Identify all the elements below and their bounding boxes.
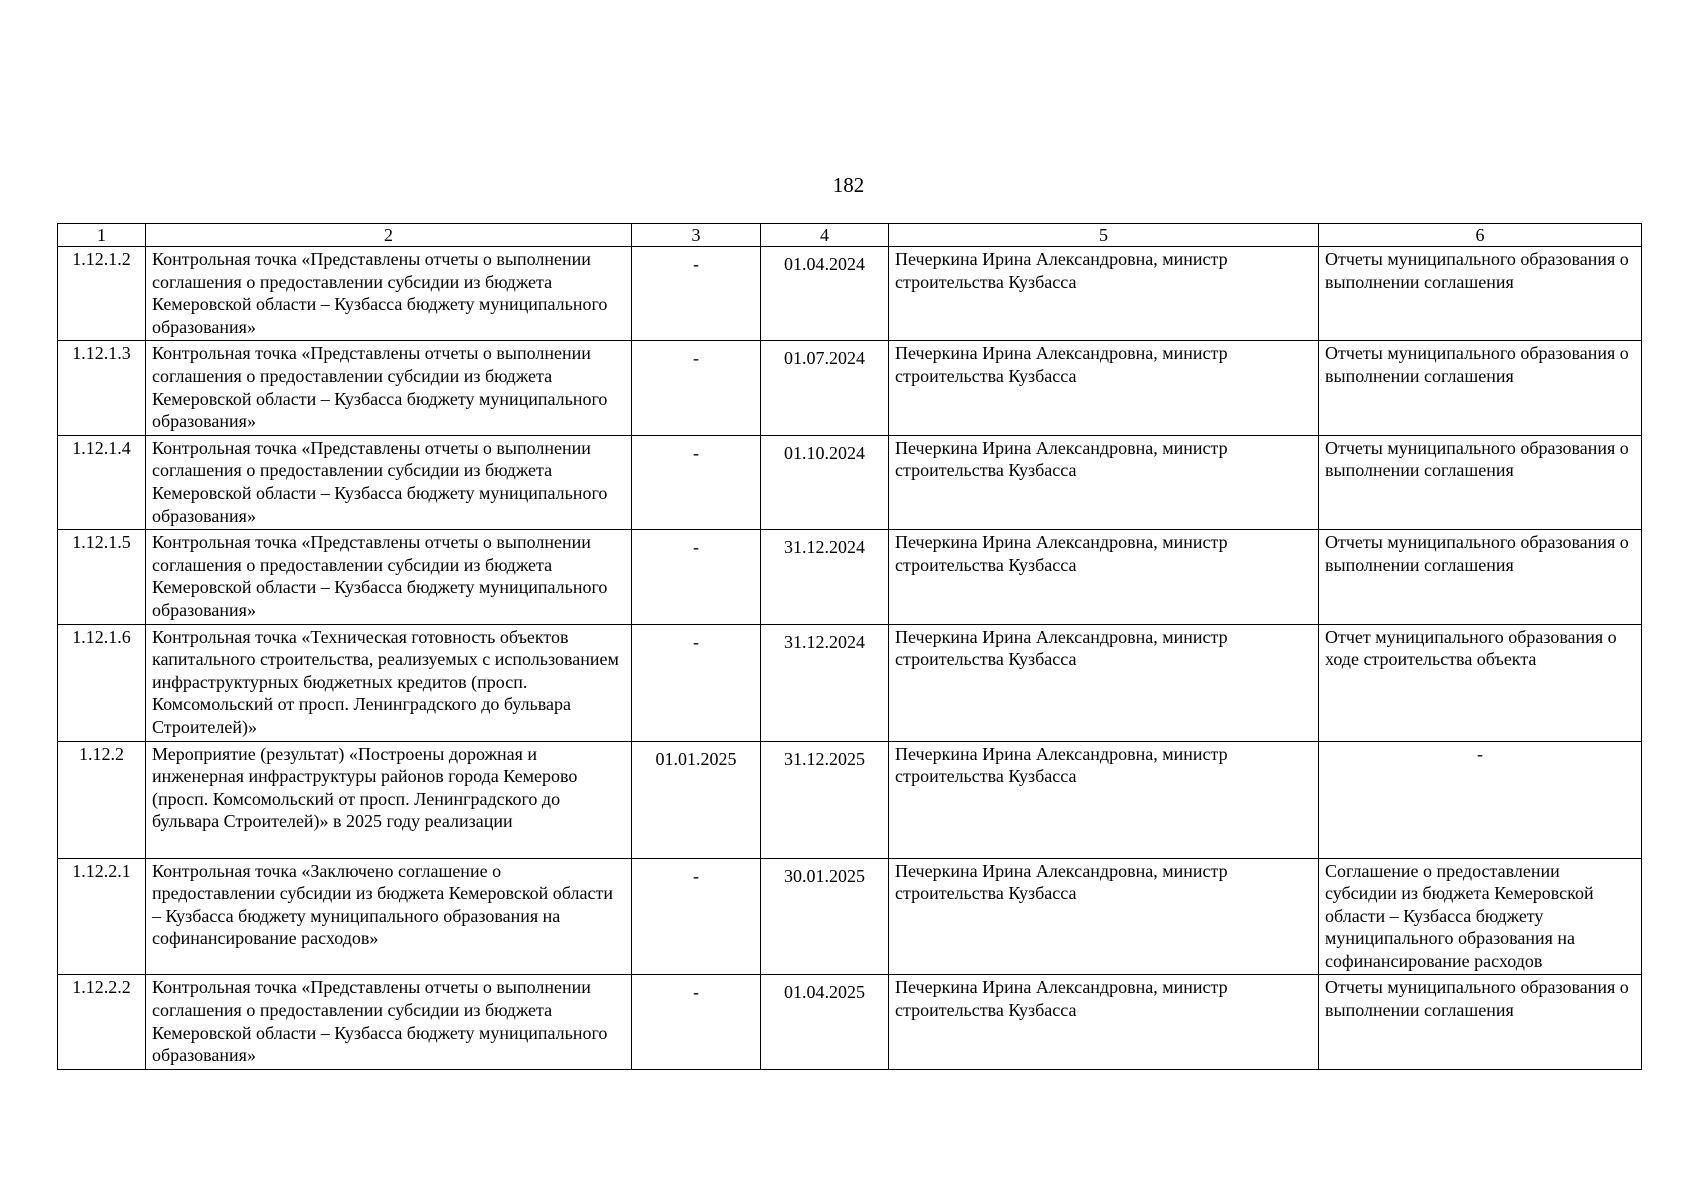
row-start-date: - <box>632 858 761 975</box>
row-number: 1.12.1.2 <box>58 247 146 341</box>
table-row <box>58 741 1642 858</box>
header-cell: 5 <box>889 224 1319 247</box>
table-row <box>58 624 1642 741</box>
table-row <box>58 858 1642 975</box>
row-end-date: 01.04.2024 <box>761 247 889 341</box>
row-result: Отчет муниципального образования о ходе строительства объекта <box>1319 624 1642 741</box>
row-result: - <box>1319 741 1642 858</box>
row-start-date: - <box>632 975 761 1069</box>
row-name: Контрольная точка «Представлены отчеты о выполнении соглашения о предоставлении субсидии из бюджета Кемеровской области – Кузбасса бюджету муниципального образования» <box>146 247 632 341</box>
row-result: Отчеты муниципального образования о выполнении соглашения <box>1319 530 1642 624</box>
table-row <box>58 530 1642 624</box>
row-result: Отчеты муниципального образования о выполнении соглашения <box>1319 975 1642 1069</box>
row-number: 1.12.2.1 <box>58 858 146 975</box>
row-responsible: Печеркина Ирина Александровна, министр строительства Кузбасса <box>889 741 1319 858</box>
row-number: 1.12.2.2 <box>58 975 146 1069</box>
table-row <box>58 435 1642 529</box>
row-start-date: - <box>632 530 761 624</box>
row-start-date: - <box>632 341 761 435</box>
row-end-date: 01.04.2025 <box>761 975 889 1069</box>
row-end-date: 31.12.2024 <box>761 530 889 624</box>
row-name: Контрольная точка «Представлены отчеты о выполнении соглашения о предоставлении субсидии из бюджета Кемеровской области – Кузбасса бюджету муниципального образования» <box>146 341 632 435</box>
row-name: Контрольная точка «Представлены отчеты о выполнении соглашения о предоставлении субсидии из бюджета Кемеровской области – Кузбасса бюджету муниципального образования» <box>146 435 632 529</box>
row-number: 1.12.1.6 <box>58 624 146 741</box>
row-responsible: Печеркина Ирина Александровна, министр строительства Кузбасса <box>889 341 1319 435</box>
row-end-date: 01.07.2024 <box>761 341 889 435</box>
row-start-date: 01.01.2025 <box>632 741 761 858</box>
row-result: Отчеты муниципального образования о выполнении соглашения <box>1319 341 1642 435</box>
table-row <box>58 341 1642 435</box>
row-name: Контрольная точка «Заключено соглашение о предоставлении субсидии из бюджета Кемеровской области – Кузбасса бюджету муниципального образования на софинансирование расходов» <box>146 858 632 975</box>
row-number: 1.12.2 <box>58 741 146 858</box>
header-cell: 3 <box>632 224 761 247</box>
row-result: Отчеты муниципального образования о выполнении соглашения <box>1319 435 1642 529</box>
row-number: 1.12.1.5 <box>58 530 146 624</box>
header-cell: 6 <box>1319 224 1642 247</box>
row-name: Контрольная точка «Представлены отчеты о выполнении соглашения о предоставлении субсидии из бюджета Кемеровской области – Кузбасса бюджету муниципального образования» <box>146 975 632 1069</box>
table-row <box>58 975 1642 1069</box>
header-cell: 1 <box>58 224 146 247</box>
row-name: Контрольная точка «Техническая готовность объектов капитального строительства, реализуемых с использованием инфраструктурных бюджетных кредитов (просп. Комсомольский от просп. Ленинградского до бульвара Строителей)» <box>146 624 632 741</box>
row-name: Мероприятие (результат) «Построены дорожная и инженерная инфраструктуры районов города Кемерово (просп. Комсомольский от просп. Ленинградского до бульвара Строителей)» в 2025 году реализации <box>146 741 632 858</box>
row-number: 1.12.1.3 <box>58 341 146 435</box>
row-end-date: 31.12.2024 <box>761 624 889 741</box>
header-cell: 4 <box>761 224 889 247</box>
row-responsible: Печеркина Ирина Александровна, министр строительства Кузбасса <box>889 530 1319 624</box>
row-end-date: 01.10.2024 <box>761 435 889 529</box>
row-result: Отчеты муниципального образования о выполнении соглашения <box>1319 247 1642 341</box>
row-responsible: Печеркина Ирина Александровна, министр строительства Кузбасса <box>889 858 1319 975</box>
row-result: Соглашение о предоставлении субсидии из бюджета Кемеровской области – Кузбасса бюджету муниципального образования на софинансирование расходов <box>1319 858 1642 975</box>
row-end-date: 30.01.2025 <box>761 858 889 975</box>
row-responsible: Печеркина Ирина Александровна, министр строительства Кузбасса <box>889 624 1319 741</box>
row-start-date: - <box>632 247 761 341</box>
row-name: Контрольная точка «Представлены отчеты о выполнении соглашения о предоставлении субсидии из бюджета Кемеровской области – Кузбасса бюджету муниципального образования» <box>146 530 632 624</box>
page-number: 182 <box>832 173 865 197</box>
row-number: 1.12.1.4 <box>58 435 146 529</box>
table-row <box>58 247 1642 341</box>
document-table <box>57 223 1642 1070</box>
row-responsible: Печеркина Ирина Александровна, министр строительства Кузбасса <box>889 435 1319 529</box>
row-responsible: Печеркина Ирина Александровна, министр строительства Кузбасса <box>889 975 1319 1069</box>
row-start-date: - <box>632 624 761 741</box>
row-responsible: Печеркина Ирина Александровна, министр строительства Кузбасса <box>889 247 1319 341</box>
header-cell: 2 <box>146 224 632 247</box>
table-header-row <box>58 224 1642 247</box>
row-start-date: - <box>632 435 761 529</box>
table-body <box>58 224 1642 1070</box>
row-end-date: 31.12.2025 <box>761 741 889 858</box>
